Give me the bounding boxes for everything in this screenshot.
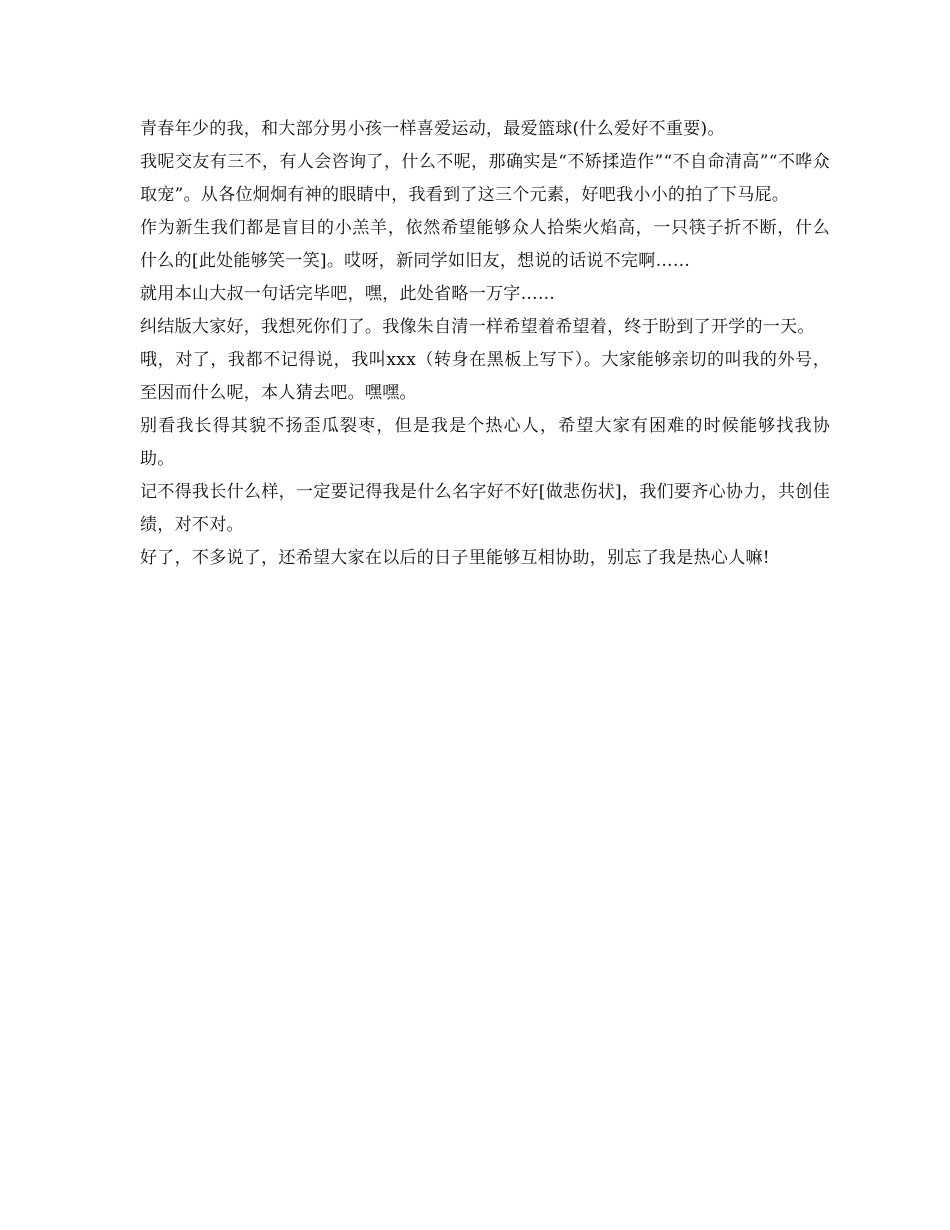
paragraph: 记不得我长什么样，一定要记得我是什么名字好不好[做悲伤状]，我们要齐心协力，共创佳绩，对不对。 xyxy=(140,482,830,535)
paragraph: 就用本山大叔一句话完毕吧，嘿，此处省略一万字…… xyxy=(140,284,556,304)
document-body xyxy=(140,113,830,575)
paragraph: 哦，对了，我都不记得说，我叫xxx（转身在黑板上写下）。大家能够亲切的叫我的外号，至因而什么呢，本人猜去吧。嘿嘿。 xyxy=(140,350,830,403)
paragraph: 好了，不多说了，还希望大家在以后的日子里能够互相协助，别忘了我是热心人嘛! xyxy=(140,548,770,568)
paragraph: 青春年少的我，和大部分男小孩一样喜爱运动，最爱篮球(什么爱好不重要)。 xyxy=(140,119,725,139)
paragraph: 我呢交友有三不，有人会咨询了，什么不呢，那确实是“不矫揉造作”“不自命清高”“不哗众取宠”。从各位炯炯有神的眼睛中，我看到了这三个元素，好吧我小小的拍了下马屁。 xyxy=(140,152,830,205)
paragraph: 作为新生我们都是盲目的小羔羊，依然希望能够众人拾柴火焰高，一只筷子折不断，什么什么的[此处能够笑一笑]。哎呀，新同学如旧友，想说的话说不完啊…… xyxy=(140,218,830,271)
paragraph: 纠结版大家好，我想死你们了。我像朱自清一样希望着希望着，终于盼到了开学的一天。 xyxy=(140,317,815,337)
paragraph: 别看我长得其貌不扬歪瓜裂枣，但是我是个热心人，希望大家有困难的时候能够找我协助。 xyxy=(140,416,830,469)
